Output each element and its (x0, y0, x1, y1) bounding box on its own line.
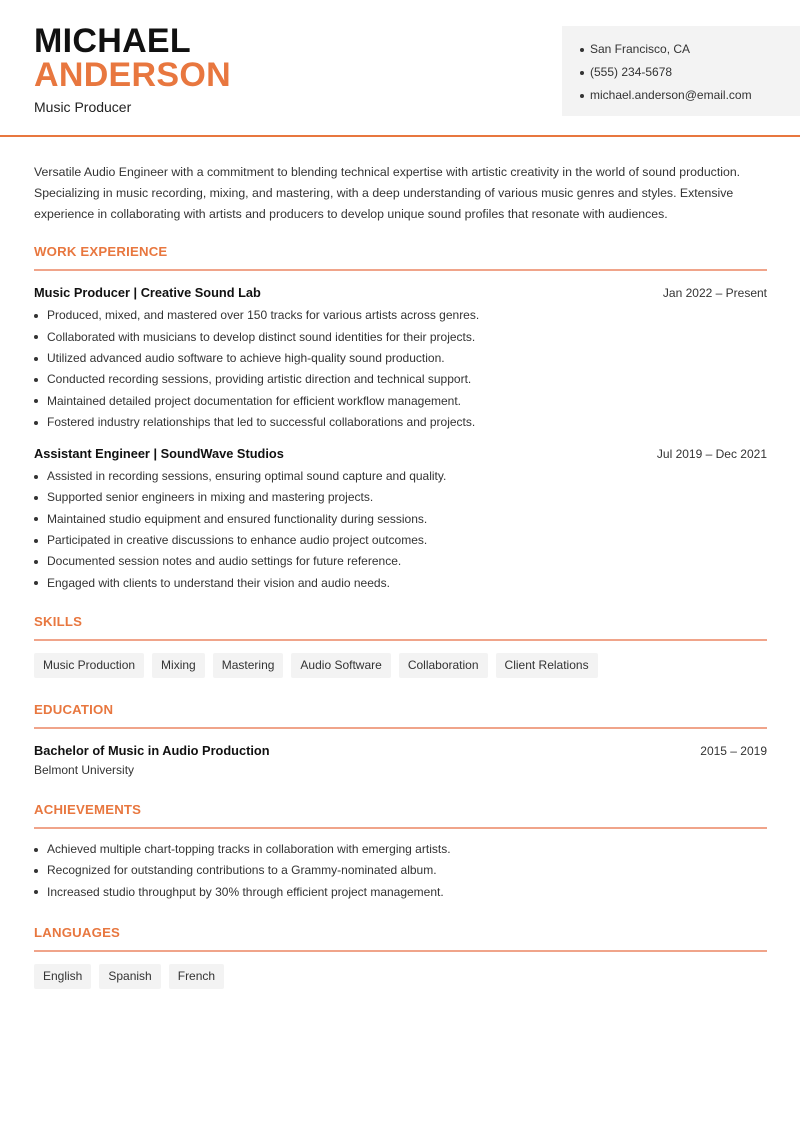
bullet-icon (34, 517, 38, 521)
bullet-icon (34, 314, 38, 318)
last-name: ANDERSON (34, 56, 231, 94)
list-item (34, 391, 767, 412)
section-languages (34, 925, 767, 989)
list-item (34, 882, 767, 903)
list-item (34, 530, 767, 551)
list-item-text: Recognized for outstanding contributions to a Grammy-nominated album. (47, 863, 437, 878)
job-entry (34, 446, 767, 594)
list-item (34, 327, 767, 348)
bullet-icon (34, 890, 38, 894)
contact-box (562, 26, 800, 116)
list-item-text: Supported senior engineers in mixing and mastering projects. (47, 490, 374, 505)
bullet-icon (34, 496, 38, 500)
list-item (34, 487, 767, 508)
language-chip: English (34, 964, 91, 989)
bullet-icon (34, 581, 38, 585)
education-entry (34, 743, 767, 777)
list-item (34, 551, 767, 572)
bullet-icon (34, 335, 38, 339)
list-item-text: Engaged with clients to understand their vision and audio needs. (47, 575, 390, 590)
contact-email-text: michael.anderson@email.com (590, 88, 752, 102)
bullet-icon (34, 421, 38, 425)
contact-email (580, 84, 800, 107)
language-chip: French (169, 964, 224, 989)
bullet-icon (34, 399, 38, 403)
education-years: 2015 – 2019 (700, 743, 767, 758)
list-item (34, 509, 767, 530)
bullet-icon (34, 869, 38, 873)
job-entry-dates: Jul 2019 – Dec 2021 (656, 447, 767, 462)
achievement-list (34, 839, 767, 903)
list-item-text: Collaborated with musicians to develop distinct sound identities for their projects. (47, 329, 476, 344)
list-item-text: Participated in creative discussions to enhance audio project outcomes. (47, 533, 428, 548)
section-education (34, 702, 767, 777)
list-item (34, 369, 767, 390)
section-heading: WORK EXPERIENCE (34, 244, 168, 260)
list-item (34, 839, 767, 860)
skill-chip: Mastering (213, 653, 284, 678)
skill-chip: Audio Software (291, 653, 390, 678)
list-item-text: Assisted in recording sessions, ensuring optimal sound capture and quality. (47, 469, 447, 484)
job-entry (34, 285, 767, 433)
language-chips (34, 964, 767, 989)
bullet-icon (34, 378, 38, 382)
list-item-text: Conducted recording sessions, providing artistic direction and technical support. (47, 372, 472, 387)
section-achievements (34, 802, 767, 903)
candidate-name (34, 24, 231, 92)
section-heading: LANGUAGES (34, 924, 121, 940)
summary: Versatile Audio Engineer with a commitment to blending technical expertise with artistic creativity in the world of sound production. Specializing in music recording, mixing, and mastering, with a deep understanding of various music genres and styles. Extensive experience in collaborating with artists and producers to develop unique sound profiles that resonate with audiences. (34, 165, 741, 221)
section-divider (34, 827, 767, 829)
contact-location-text: San Francisco, CA (590, 42, 691, 56)
job-title: Music Producer (34, 99, 132, 115)
section-divider (34, 639, 767, 641)
list-item (34, 305, 767, 326)
bullet-icon (34, 848, 38, 852)
section-divider (34, 727, 767, 729)
list-item (34, 412, 767, 433)
bullet-icon (34, 560, 38, 564)
skill-chips (34, 653, 767, 678)
bullet-icon (34, 475, 38, 479)
bullet-icon (580, 71, 584, 75)
resume-header (0, 0, 800, 137)
section-heading: SKILLS (34, 613, 83, 629)
list-item-text: Utilized advanced audio software to achieve high-quality sound production. (47, 350, 445, 365)
job-entry-title: Music Producer | Creative Sound Lab (34, 285, 261, 301)
skill-chip: Collaboration (399, 653, 488, 678)
skill-chip: Music Production (34, 653, 144, 678)
contact-phone (580, 61, 800, 84)
list-item (34, 466, 767, 487)
list-item-text: Achieved multiple chart-topping tracks in collaboration with emerging artists. (47, 841, 451, 856)
contact-location (580, 38, 800, 61)
bullet-icon (34, 357, 38, 361)
job-bullets (34, 466, 767, 594)
language-chip: Spanish (99, 964, 160, 989)
resume-body (34, 162, 767, 989)
list-item-text: Increased studio throughput by 30% through efficient project management. (47, 884, 444, 899)
job-entry-dates: Jan 2022 – Present (662, 286, 767, 301)
list-item (34, 348, 767, 369)
list-item-text: Produced, mixed, and mastered over 150 tracks for various artists across genres. (47, 308, 480, 323)
job-entry-title: Assistant Engineer | SoundWave Studios (34, 446, 284, 462)
list-item-text: Fostered industry relationships that led to successful collaborations and projects. (47, 414, 476, 429)
section-skills (34, 614, 767, 678)
contact-phone-text: (555) 234-5678 (590, 65, 673, 79)
list-item-text: Maintained studio equipment and ensured functionality during sessions. (47, 511, 428, 526)
list-item (34, 860, 767, 881)
list-item (34, 573, 767, 594)
bullet-icon (580, 48, 584, 52)
bullet-icon (34, 539, 38, 543)
bullet-icon (580, 94, 584, 98)
education-degree: Bachelor of Music in Audio Production (34, 742, 270, 758)
section-divider (34, 269, 767, 271)
skill-chip: Mixing (152, 653, 205, 678)
section-heading: ACHIEVEMENTS (34, 801, 142, 817)
list-item-text: Documented session notes and audio settings for future reference. (47, 554, 402, 569)
section-work-experience (34, 244, 767, 594)
section-divider (34, 950, 767, 952)
skill-chip: Client Relations (496, 653, 598, 678)
first-name: MICHAEL (34, 22, 191, 60)
education-school: Belmont University (34, 762, 135, 777)
job-bullets (34, 305, 767, 433)
section-heading: EDUCATION (34, 701, 114, 717)
list-item-text: Maintained detailed project documentation for efficient workflow management. (47, 393, 462, 408)
